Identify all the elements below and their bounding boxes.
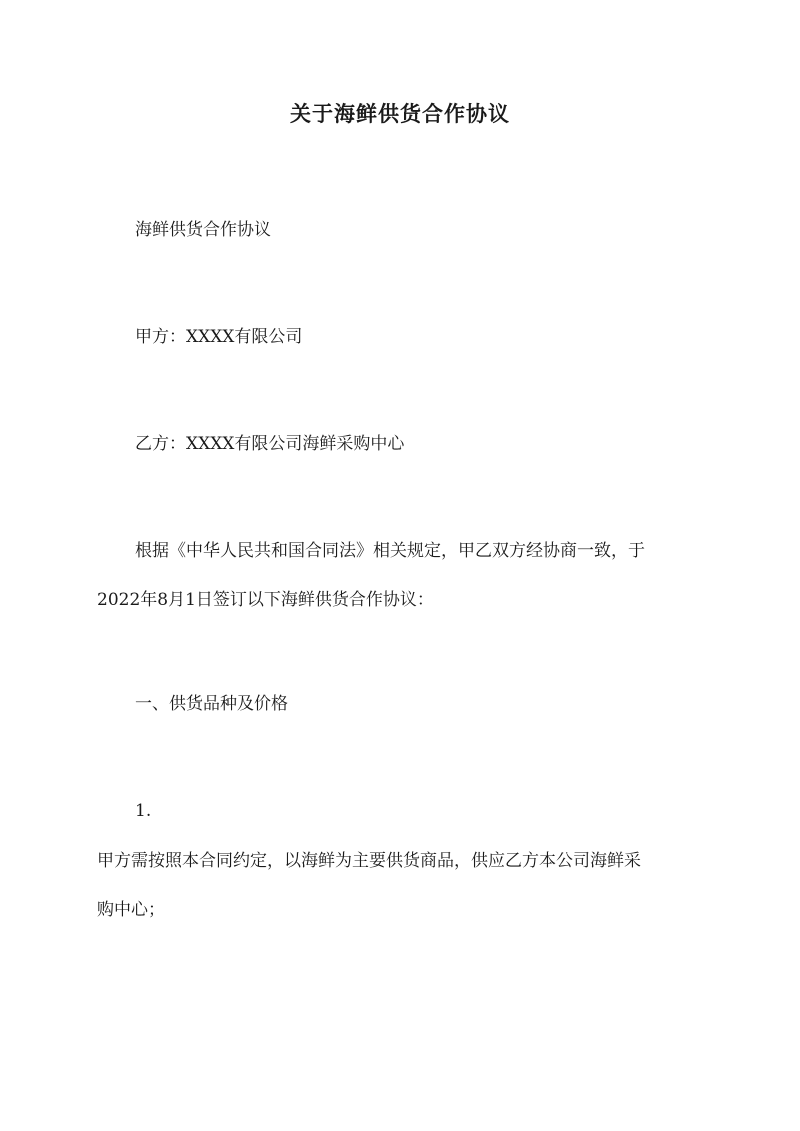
preamble-line-2: 2022年8月1日签订以下海鲜供货合作协议： xyxy=(97,590,434,610)
clause-1-line-1: 甲方需按照本合同约定，以海鲜为主要供货商品，供应乙方本公司海鲜采 xyxy=(97,851,641,871)
preamble-line-1: 根据《中华人民共和国合同法》相关规定，甲乙双方经协商一致，于 xyxy=(135,541,645,561)
party-b: 乙方：XXXX有限公司海鲜采购中心 xyxy=(135,434,405,454)
agreement-subtitle: 海鲜供货合作协议 xyxy=(135,220,271,240)
clause-number-1: 1. xyxy=(135,801,152,821)
document-title: 关于海鲜供货合作协议 xyxy=(290,101,510,126)
party-a: 甲方：XXXX有限公司 xyxy=(135,327,303,347)
section-heading-1: 一、供货品种及价格 xyxy=(135,694,288,714)
clause-1-line-2: 购中心； xyxy=(97,900,165,920)
